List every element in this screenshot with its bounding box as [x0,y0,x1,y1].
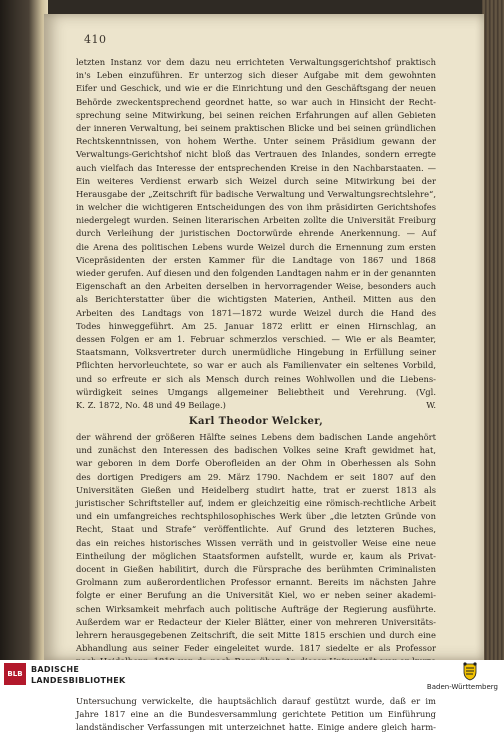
text-line: Todes hinweggeführt. Am 25. Januar 1872 erlitt er einen Hirnschlag, an [76,320,436,331]
text-line: Grolmann zum außerordentlichen Professor ernannt. Bereits im nächsten Jahre [76,577,436,588]
region-label: Baden-Württemberg [426,683,498,691]
text-line: der inneren Verwaltung, bei seinem praktischen Blicke und bei seinen gründlichen [76,122,436,133]
text-line: sprechung seine Mitwirkung, bei seinen reichen Erfahrungen auf allen Gebieten [76,109,436,120]
page-number: 410 [84,33,107,46]
text-line: des dortigen Predigers am 29. März 1790. Nachdem er seit 1807 auf den [76,471,436,482]
text-line: Außerdem war er Redacteur der Kieler Blätter, einer von mehreren Universitäts- [76,616,436,627]
text-line: Vicepräsidenten der ersten Kammer für die Landtage von 1867 und 1868 [76,254,436,265]
text-line: Ein weiteres Verdienst erwarb sich Weizel durch seine Mitwirkung bei der [76,175,436,186]
text-line-signed [76,399,436,412]
text-line: war geboren in dem Dorfe Oberofleiden an der Ohm in Oberhessen als Sohn [76,458,436,469]
article-heading: Karl Theodor Welcker, [188,416,324,428]
text-line: Arbeiten des Landtags von 1871—1872 wurde Weizel durch die Hand des [76,307,436,318]
text-line: schen Wirksamkeit mehrfach auch politische Aufträge der Regierung ausführte. [76,603,436,614]
text-line: Jahre 1817 eine an die Bundesversammlung gerichtete Petition um Einführung [76,709,436,719]
text-line: docent in Gießen habilitirt, durch die Fürsprache des berühmten Criminalisten [76,563,436,574]
author-signature: W. [426,399,436,410]
text-line: der während der größeren Hälfte seines Lebens dem badischen Lande angehört [76,432,436,443]
text-line: Behörde zweckentsprechend geordnet hatte, so war auch in Hinsicht der Recht- [76,96,436,107]
text-line: lehrern herausgegebenen Zeitschrift, die seit Mitte 1815 erschien und durch eine [76,629,436,640]
text-line: und ein umfangreiches rechtsphilosophisches Werk über „die letzten Gründe von [76,511,436,522]
library-name-line1: BADISCHE [31,665,80,674]
text-line: durch Verleihung der juristischen Doctorwürde ehrende Anerkennung. — Auf [76,228,436,239]
text-line: Verwaltungs-Gerichtshof nicht bloß das Vertrauen des Inlandes, sondern erregte [76,149,436,160]
text-line: niedergelegt wurden. Seinen literarischen Arbeiten zollte die Universität Freiburg [76,215,436,226]
text-line: als Berichterstatter über die wichtigsten Materien, Antheil. Mitten aus den [76,294,436,305]
paragraph-weizel [76,56,436,412]
text-line: und so erfreute er sich als Mensch durch reines Wohlwollen und die Liebens- [76,373,436,384]
text-line: Herausgabe der „Zeitschrift für badische Verwaltung und Verwaltungsrechtslehre“, [76,188,436,199]
page-text [76,56,436,734]
text-line: dessen Folgen er am 1. Februar schmerzlos verschied. — Wie er als Beamter, [76,333,436,344]
text-line: in welcher die wichtigeren Entscheidungen des von ihm präsidirten Gerichtshofes [76,202,436,213]
text-line: Universitäten Gießen und Heidelberg studirt hatte, trat er zuerst 1813 als [76,484,436,495]
text-line: wieder gerufen. Auf diesen und den folgenden Landtagen nahm er in der genannten [76,268,436,278]
text-line: Recht, Staat und Strafe“ veröffentlichte. Auf Grund des letzteren Buches, [76,524,436,535]
coat-of-arms-icon [461,661,479,681]
text-line: das ein reiches historisches Wissen verräth und in geistvoller Weise eine neue [76,537,436,548]
text-line: juristischer Schriftsteller auf, indem er gleichzeitig eine römisch-rechtliche Arbeit [76,498,436,508]
text-line: Eintheilung der möglichen Staatsformen aufstellt, wurde er, kaum als Privat- [76,550,436,561]
text-line: Eigenschaft an den Arbeiten derselben in hervorragender Weise, besonders auch [76,281,436,292]
text-line: Rechtskenntnissen, von hohem Werthe. Unter seinem Präsidium gewann der [76,136,436,147]
text-line: und zunächst den Interessen des badischen Volkes seine Kraft gewidmet hat, [76,445,436,456]
citation: K. Z. 1872, No. 48 und 49 Beilage.) [76,399,226,410]
text-line: Staatsmann, Volksvertreter durch unermüdliche Hingebung in Erfüllung seiner [76,347,436,358]
text-line: in's Leben einzuführen. Er unterzog sich dieser Aufgabe mit dem gewohnten [76,70,436,81]
text-line: Untersuchung verwickelte, die hauptsächlich darauf gestützt wurde, daß er im [76,695,436,706]
page-edges [482,0,504,660]
library-name-line2: LANDESBIBLIOTHEK [31,676,126,685]
text-line: folgte er einer Berufung an die Universität Kiel, wo er neben seiner akademi- [76,590,436,601]
text-line: Pflichten hervorleuchtete, so war er auch als Familienvater ein seltenes Vorbild, [76,360,436,371]
text-line: Eifer und Geschick, und wie er die Einrichtung und den Geschäftsgang der neuen [76,83,436,94]
library-footer [0,660,504,695]
text-line: würdigkeit seines Umgangs allgemeiner Beliebtheit und Verehrung. (Vgl. [76,386,436,397]
text-line: letzten Instanz vor dem dazu neu errichteten Verwaltungsgerichtshof praktisch [76,57,436,67]
text-line: die Arena des politischen Lebens wurde Weizel durch die Ernennung zum ersten [76,241,436,252]
book-spine [0,0,48,660]
blb-logo: BLB [4,663,26,685]
text-line: auch vielfach das Interesse der entsprechenden Kreise in den Nachbarstaaten. — [76,162,436,173]
text-line: landständischer Verfassungen mit unterzeichnet hatte. Einige andere gleich harm- [76,722,436,733]
text-line: Abhandlung aus seiner Feder eingeleitet wurde. 1817 siedelte er als Professor [76,643,436,654]
